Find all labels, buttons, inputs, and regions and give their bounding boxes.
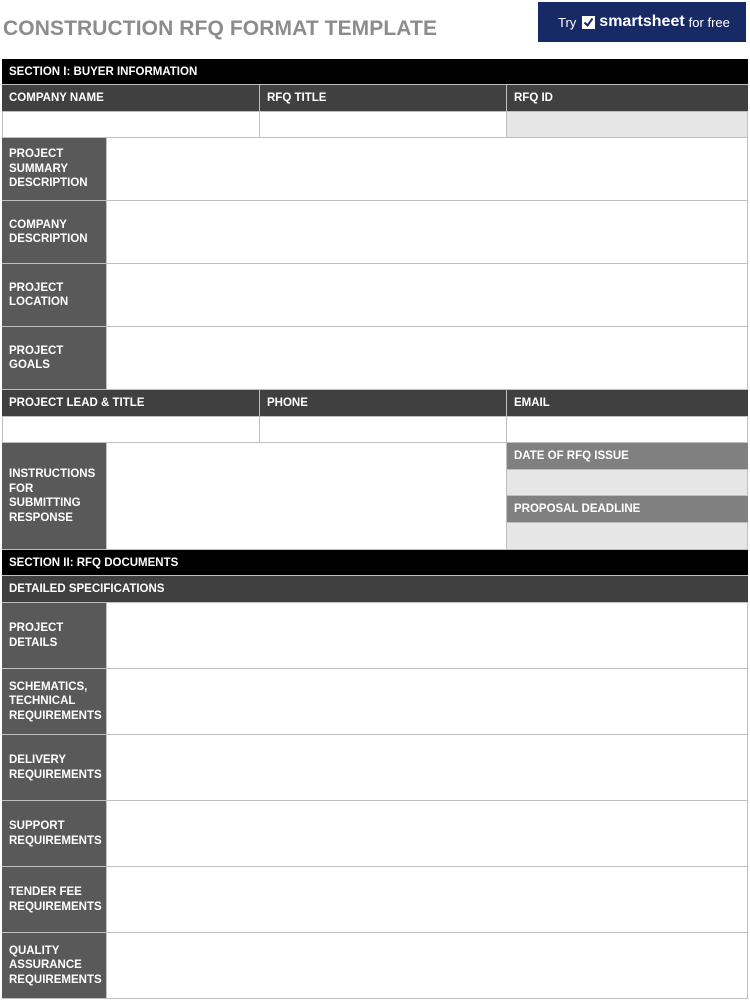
phone-field[interactable] bbox=[260, 417, 507, 442]
project-lead-header: PROJECT LEAD & TITLE bbox=[2, 390, 260, 416]
section-2-header: SECTION II: RFQ DOCUMENTS bbox=[2, 550, 748, 576]
banner-free-text: for free bbox=[688, 14, 730, 30]
schematics-field[interactable] bbox=[107, 669, 748, 734]
project-location-field[interactable] bbox=[107, 264, 748, 326]
tender-fee-row bbox=[2, 867, 748, 933]
contact-header-row bbox=[2, 390, 748, 417]
date-of-issue-field[interactable] bbox=[507, 470, 748, 496]
support-requirements-label: SUPPORT REQUIREMENTS bbox=[2, 801, 107, 866]
dates-panel bbox=[507, 443, 748, 549]
detailed-specifications-label: DETAILED SPECIFICATIONS bbox=[9, 583, 165, 595]
proposal-deadline-field[interactable] bbox=[507, 523, 748, 549]
buyer-input-row bbox=[2, 112, 748, 138]
project-goals-field[interactable] bbox=[107, 327, 748, 389]
project-goals-row bbox=[2, 327, 748, 390]
banner-try-text: Try bbox=[558, 14, 577, 30]
smartsheet-banner[interactable] bbox=[538, 2, 746, 42]
project-goals-label: PROJECT GOALS bbox=[2, 327, 107, 389]
project-location-label: PROJECT LOCATION bbox=[2, 264, 107, 326]
project-details-field[interactable] bbox=[107, 603, 748, 668]
buyer-header-row bbox=[2, 85, 748, 112]
proposal-deadline-header: PROPOSAL DEADLINE bbox=[507, 496, 748, 523]
project-location-row bbox=[2, 264, 748, 327]
instructions-row bbox=[2, 443, 748, 550]
rfq-id-field[interactable] bbox=[507, 112, 748, 137]
company-name-header: COMPANY NAME bbox=[2, 85, 260, 111]
quality-assurance-label: QUALITY ASSURANCE REQUIREMENTS bbox=[2, 933, 107, 998]
company-name-field[interactable] bbox=[2, 112, 260, 137]
date-of-issue-header: DATE OF RFQ ISSUE bbox=[507, 443, 748, 470]
tender-fee-label: TENDER FEE REQUIREMENTS bbox=[2, 867, 107, 932]
rfq-id-header: RFQ ID bbox=[514, 92, 553, 104]
rfq-title-field[interactable] bbox=[260, 112, 507, 137]
contact-input-row bbox=[2, 417, 748, 443]
support-requirements-row bbox=[2, 801, 748, 867]
banner-brand: smartsheet bbox=[599, 13, 685, 30]
checkmark-logo-icon bbox=[582, 16, 595, 29]
project-details-label: PROJECT DETAILS bbox=[2, 603, 107, 668]
quality-assurance-field[interactable] bbox=[107, 933, 748, 998]
instructions-field[interactable] bbox=[107, 443, 507, 549]
schematics-row bbox=[2, 669, 748, 735]
quality-assurance-row bbox=[2, 933, 748, 999]
delivery-requirements-field[interactable] bbox=[107, 735, 748, 800]
delivery-requirements-row bbox=[2, 735, 748, 801]
project-summary-field[interactable] bbox=[107, 138, 748, 200]
schematics-label: SCHEMATICS, TECHNICAL REQUIREMENTS bbox=[2, 669, 107, 734]
support-requirements-field[interactable] bbox=[107, 801, 748, 866]
instructions-label: INSTRUCTIONS FOR SUBMITTING RESPONSE bbox=[2, 443, 107, 549]
company-description-field[interactable] bbox=[107, 201, 748, 263]
page-title: CONSTRUCTION RFQ FORMAT TEMPLATE bbox=[3, 17, 438, 40]
section-1-header: SECTION I: BUYER INFORMATION bbox=[2, 59, 748, 85]
rfq-form bbox=[2, 59, 748, 999]
project-summary-label: PROJECT SUMMARY DESCRIPTION bbox=[2, 138, 107, 200]
project-details-row bbox=[2, 603, 748, 669]
project-lead-field[interactable] bbox=[2, 417, 260, 442]
phone-header: PHONE bbox=[260, 390, 507, 416]
rfq-title-header: RFQ TITLE bbox=[260, 85, 507, 111]
email-header: EMAIL bbox=[514, 397, 550, 409]
company-description-row bbox=[2, 201, 748, 264]
project-summary-row bbox=[2, 138, 748, 201]
tender-fee-field[interactable] bbox=[107, 867, 748, 932]
email-field[interactable] bbox=[507, 417, 748, 442]
detailed-specifications-header bbox=[2, 576, 748, 603]
delivery-requirements-label: DELIVERY REQUIREMENTS bbox=[2, 735, 107, 800]
company-description-label: COMPANY DESCRIPTION bbox=[2, 201, 107, 263]
